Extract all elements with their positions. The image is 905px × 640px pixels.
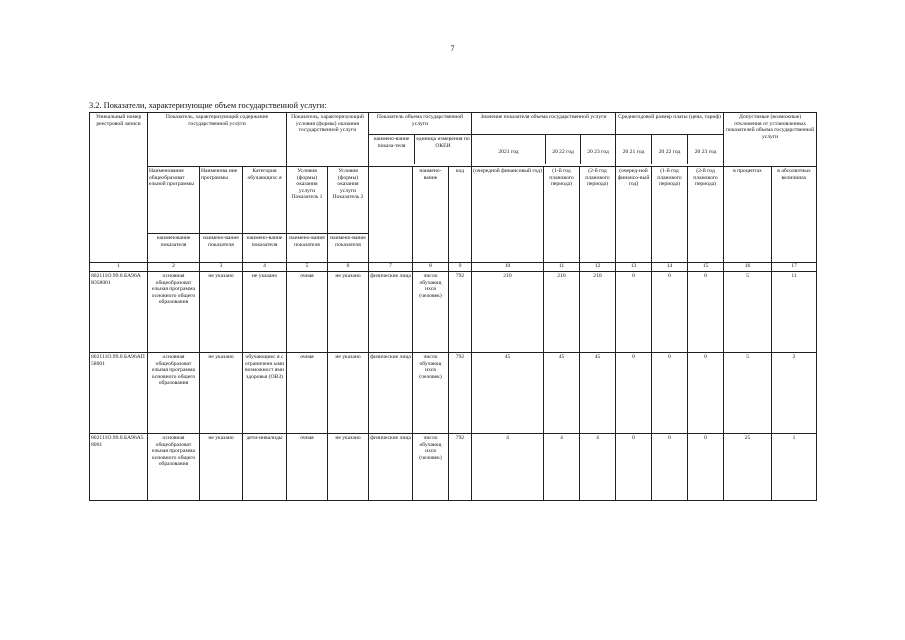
table-row <box>90 434 817 501</box>
program-cell: основная общеобразоват ельная программа основного общего образования <box>148 353 200 434</box>
header-content-indicator: Показатель, характеризующий содержание государственной услуги <box>148 113 287 167</box>
header-year-2022: 20 22 год <box>545 135 580 164</box>
column-number: 16 <box>724 263 772 272</box>
header-indicator-name-1: наименование показателя <box>148 234 200 263</box>
registry-id: 802111О.99.0.БА96АП58001 <box>90 353 148 434</box>
header-deviations: Допустимые (возможные) отклонения от установленных показателей объема государственной услуги <box>724 113 817 167</box>
header-volume-indicator <box>369 113 472 167</box>
value-2023-cell: 4 <box>580 434 616 501</box>
header-unit-code: код <box>449 167 472 263</box>
value-2022-cell: 4 <box>544 434 580 501</box>
column-number: 14 <box>652 263 688 272</box>
price-2021-cell: 0 <box>616 434 652 501</box>
header-dev-absolute: в абсолютных величинах <box>772 167 817 263</box>
column-number: 7 <box>369 263 413 272</box>
column-number: 17 <box>772 263 817 272</box>
category-cell: дети-инвалиды <box>243 434 287 501</box>
value-2023-cell: 45 <box>580 353 616 434</box>
code-cell: 792 <box>449 272 472 353</box>
header-program-name: Наименова ние программы <box>200 167 243 234</box>
code-cell: 792 <box>449 434 472 501</box>
indicator-cell: физические лица <box>369 434 413 501</box>
column-number: 10 <box>472 263 544 272</box>
table-row <box>90 272 817 353</box>
column-number: 6 <box>328 263 369 272</box>
column-number: 5 <box>287 263 328 272</box>
header-value-title: Значение показателя объема государственной услуги <box>472 113 615 135</box>
header-student-category: Категория обучающихс я <box>243 167 287 234</box>
value-2021-cell: 45 <box>472 353 544 434</box>
value-2021-cell: 4 <box>472 434 544 501</box>
page-number: 7 <box>450 44 455 53</box>
dev-percent-cell: 5 <box>724 353 772 434</box>
condition-1-cell: очная <box>287 353 328 434</box>
price-2022-cell: 0 <box>652 272 688 353</box>
column-number: 8 <box>413 263 449 272</box>
header-price-2021: 20 21 год <box>622 149 645 155</box>
header-row-1 <box>90 113 817 167</box>
header-condition-2: Условия (формы) оказания услуги Показатель 2 <box>328 167 369 234</box>
price-2022-cell: 0 <box>652 353 688 434</box>
header-program-type: Наименование общеобразоват ельной программы <box>148 167 200 234</box>
price-2023-cell: 0 <box>688 272 724 353</box>
value-2022-cell: 210 <box>544 272 580 353</box>
header-indicator-name-5: наимено-вание показателя <box>328 234 369 263</box>
header-conditions-indicator: Показатель, характеризующий условия (формы) оказания государственной услуги <box>287 113 369 167</box>
header-indicator-name-3: наимено-вание показателя <box>243 234 287 263</box>
registry-id: 802111О.99.0.БА96А58001 <box>90 434 148 501</box>
header-volume-unit: единица измерения по ОКЕИ <box>414 135 471 164</box>
header-price-current: (очеред-ной финансо-вый год) <box>616 167 652 263</box>
header-unique-number: Уникальный номер реестровой записи <box>90 113 148 263</box>
header-volume-title: Показатель объема государственной услуги <box>369 113 471 135</box>
value-2023-cell: 210 <box>580 272 616 353</box>
program-cell: основная общеобразоват ельная программа основного общего образования <box>148 272 200 353</box>
header-year-2023: 20 23 год <box>580 135 615 164</box>
condition-2-cell: не указано <box>328 353 369 434</box>
value-2022-cell: 45 <box>544 353 580 434</box>
indicator-cell: физические лица <box>369 353 413 434</box>
registry-id: 802111О.99.0.БА96АЮ58001 <box>90 272 148 353</box>
program-name-cell: не указано <box>200 353 243 434</box>
column-number: 12 <box>580 263 616 272</box>
dev-absolute-cell: 1 <box>772 434 817 501</box>
price-2021-cell: 0 <box>616 272 652 353</box>
header-price-title: Среднегодовой размер платы (цена, тариф) <box>616 113 723 135</box>
value-2021-cell: 210 <box>472 272 544 353</box>
header-volume-name: наимено-вание показа-теля <box>373 136 410 149</box>
header-year-2021: 2021 год <box>498 149 519 155</box>
header-volume-value <box>472 113 616 167</box>
header-condition-1: Условия (формы) оказания услуги Показатель 1 <box>287 167 328 234</box>
header-value-plan-1: (1-й год планового периода) <box>544 167 580 263</box>
table-row <box>90 353 817 434</box>
program-name-cell: не указано <box>200 272 243 353</box>
price-2022-cell: 0 <box>652 434 688 501</box>
dev-percent-cell: 25 <box>724 434 772 501</box>
header-price-plan-2: (2-й год планового периода) <box>688 167 724 263</box>
dev-percent-cell: 5 <box>724 272 772 353</box>
indicator-cell: физические лица <box>369 272 413 353</box>
column-number-row <box>90 263 817 272</box>
unit-cell: число обучающ ихся (человек) <box>413 272 449 353</box>
condition-2-cell: не указано <box>328 434 369 501</box>
column-number: 15 <box>688 263 724 272</box>
header-unit-name: наимено-вание <box>413 167 449 263</box>
category-cell: не указано <box>243 272 287 353</box>
column-number: 3 <box>200 263 243 272</box>
category-cell: обучающиес я с ограничени ыми возможност ями здоровья (ОВЗ) <box>243 353 287 434</box>
section-title: 3.2. Показатели, характеризующие объем государственной услуги: <box>89 101 327 110</box>
header-value-current: (очередной финансовый год) <box>472 167 544 263</box>
header-price-2023: 20 23 год <box>687 135 723 164</box>
unit-cell: число обучающ ихся (человек) <box>413 434 449 501</box>
dev-absolute-cell: 2 <box>772 353 817 434</box>
column-number: 11 <box>544 263 580 272</box>
program-name-cell: не указано <box>200 434 243 501</box>
price-2021-cell: 0 <box>616 353 652 434</box>
condition-1-cell: очная <box>287 434 328 501</box>
column-number: 2 <box>148 263 200 272</box>
header-avg-price <box>616 113 724 167</box>
header-price-plan-1: (1-й год планового периода) <box>652 167 688 263</box>
volume-indicators-table <box>89 112 817 501</box>
dev-absolute-cell: 11 <box>772 272 817 353</box>
column-number: 1 <box>90 263 148 272</box>
column-number: 9 <box>449 263 472 272</box>
header-row-2 <box>90 167 817 234</box>
program-cell: основная общеобразоват ельная программа основного общего образования <box>148 434 200 501</box>
header-price-2022: 20 22 год <box>651 135 687 164</box>
price-2023-cell: 0 <box>688 434 724 501</box>
code-cell: 792 <box>449 353 472 434</box>
header-value-plan-2: (2-й год планового периода) <box>580 167 616 263</box>
header-volume-name-blank <box>369 167 413 263</box>
header-dev-percent: в процентах <box>724 167 772 263</box>
price-2023-cell: 0 <box>688 353 724 434</box>
condition-1-cell: очная <box>287 272 328 353</box>
header-indicator-name-4: наимено-вание показателя <box>287 234 328 263</box>
condition-2-cell: не указано <box>328 272 369 353</box>
column-number: 4 <box>243 263 287 272</box>
header-indicator-name-2: наимено-вание показателя <box>200 234 243 263</box>
column-number: 13 <box>616 263 652 272</box>
unit-cell: число обучающ ихся (человек) <box>413 353 449 434</box>
